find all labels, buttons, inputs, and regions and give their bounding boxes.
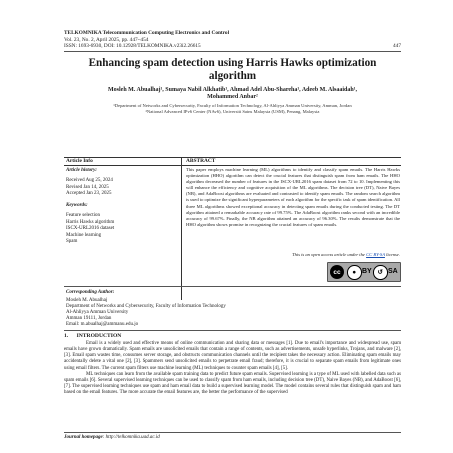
introduction-heading: 1. INTRODUCTION [64,333,122,339]
paper-title [64,57,401,82]
keywords-heading: Keywords: [66,203,88,208]
cc-by-sa-badge[interactable] [327,262,401,282]
corresponding-line: Al-Ahliyya Amman University [66,310,129,315]
footer-label: Journal homepage [64,435,103,440]
footer-rule [64,432,401,433]
issn-row [64,43,401,49]
affiliation-1: ¹Department of Networks and Cybersecurity, Faculty of Information Technology, Al-Ahliyya Amman University, Amman, Jordan [113,103,352,108]
title-line-2: algorithm [208,69,257,82]
revised-date: Revised Jan 14, 2025 [66,184,109,190]
corresponding-heading: Corresponding Author: [66,290,115,295]
abstract-text: This paper employs machine learning (ML) algorithms to identify and classify spam emails. The Harris Hawks optimization (HHO) algorithm can detect the crucial features that distinguish spam from ham emails. The HHO algorithm decreased the number of features in the ISCX-URL2016 spam dataset from 72 to 10. Implementing this will enhance the efficiency and cognitive acquisition of the ML algorithms. The decision tree (DT), Naive Bayes (NB), and AdaBoost algorithms are evaluated and contrasted to identify spam emails. The random search algorithm is used to optimize the significant hyperparameters of each algorithm for the specific task of spam identification. All three ML algorithms showed exceptional accuracy in detecting spam emails during the conducted testing. The DT algorithm attained a remarkable accuracy rate of 99.75%. The AdaBoost algorithm ranks second with an incredible accuracy of 99.67%. Finally, the NB algorithm attained an accuracy of 96.30%. The results demonstrate that the HHO algorithm shows promise in recognizing the crucial features of spam emails. [186,167,400,227]
footer-url[interactable]: : http://telkomnika.uad.ac.id [102,435,160,440]
footer [64,435,160,440]
header-rule [64,51,401,52]
introduction-body [64,341,401,396]
affiliation-2: ²National Advanced IPv6 Center (NAv6), Universiti Sains Malaysia (USM), Penang, Malaysia [145,108,320,114]
cc-logo-icon: cc [330,265,344,279]
corresponding-line: Mosleh M. Abualhaj [66,298,108,303]
authors [64,87,401,101]
keyword-item: Machine learning [66,232,102,238]
introduction-paragraph: ML techniques can learn from the available spam training data to predict future spam emails. Supervised learning is a type of ML used with labelled data such as spam emails [6]. Several supervised learning techniques can be used to classify spam from ham emails, including decision tree (DT), Naive Bayes (NB), and AdaBoost [6], [7]. The supervised learning techniques use spam and ham email data to build a supervised learning model. The model contains several rules that distinguish spam and ham based on the email features. The more accurate the email features are, the better the performance of the supervised [64,371,401,396]
keyword-item: ISCX-URL2016 dataset [66,226,115,231]
cc-by-label: BY [362,268,372,275]
affiliations [80,103,385,114]
authors-line-1: Mosleh M. Abualhaj¹, Sumaya Nabil Alkhatib¹, Ahmad Adel Abu-Shareha¹, Adeeb M. Alsaaidah¹, [108,87,357,93]
introduction-paragraph: Email is a widely used and effective means of online communication and sharing data or messages [1]. Due to email's importance and widespread use, spam emails have grown dramatically. Spam emails are unsolicited emails that contain a range of contents, such as advertisements, unsafe hyperlinks, Trojans, and malware [2], [3]. Email spam wastes time, consumes server storage, and obstructs communication channels until the recipient takes the necessary action. Eliminating spam emails may accidentally delete a vital one [2], [3]. Spammers send unsolicited emails to perpetrate email fraud; therefore, it is crucial to separate spam emails from legitimate ones using email filters. The current spam filters use machine learning (ML) techniques to counter spam emails [4], [5]. [64,341,401,371]
journal-name: TELKOMNIKA Telecommunication Computing Electronics and Control [64,30,230,36]
license-link[interactable]: CC BY-SA [366,252,385,257]
attribution-person-icon: ● [347,265,362,280]
article-info-heading: Article Info [66,157,93,164]
keyword-item: Harris Hawks algorithm [66,219,115,225]
keyword-item: Spam [66,239,78,244]
accepted-date: Accepted Jan 23, 2025 [66,191,112,196]
corresponding-bottom-rule [64,330,401,331]
corresponding-email: Email: m.abualhaj@ammanu.edu.jo [66,322,139,327]
corresponding-top-rule [64,286,401,287]
column-divider [181,157,182,300]
article-history-heading: Article history: [66,168,97,173]
license-suffix: license. [384,252,400,257]
corresponding-line: Department of Networks and Cybersecurity, Faculty of Information Technology [66,304,226,309]
received-date: Received Aug 25, 2024 [66,178,113,183]
title-line-1: Enhancing spam detection using Harris Hawks optimization [88,57,377,69]
corresponding-line: Amman 19111, Jordan [66,316,112,321]
cc-sa-label: SA [388,268,398,275]
info-box-header [64,157,401,166]
keyword-item: Feature selection [66,213,101,218]
issn-line: ISSN: 1693-6930, DOI: 10.12928/TELKOMNIKA.v23i2.26615 [64,43,201,49]
journal-volume: Vol. 23, No. 2, April 2025, pp. 447~454 [64,36,149,43]
authors-line-2: Mohammed Anbar² [207,94,258,101]
page-number: 447 [393,43,401,49]
license-prefix: This is an open access article under the [292,252,367,257]
abstract-heading: ABSTRACT [186,157,216,164]
license-line [186,252,400,257]
share-alike-icon: ↺ [373,265,388,280]
